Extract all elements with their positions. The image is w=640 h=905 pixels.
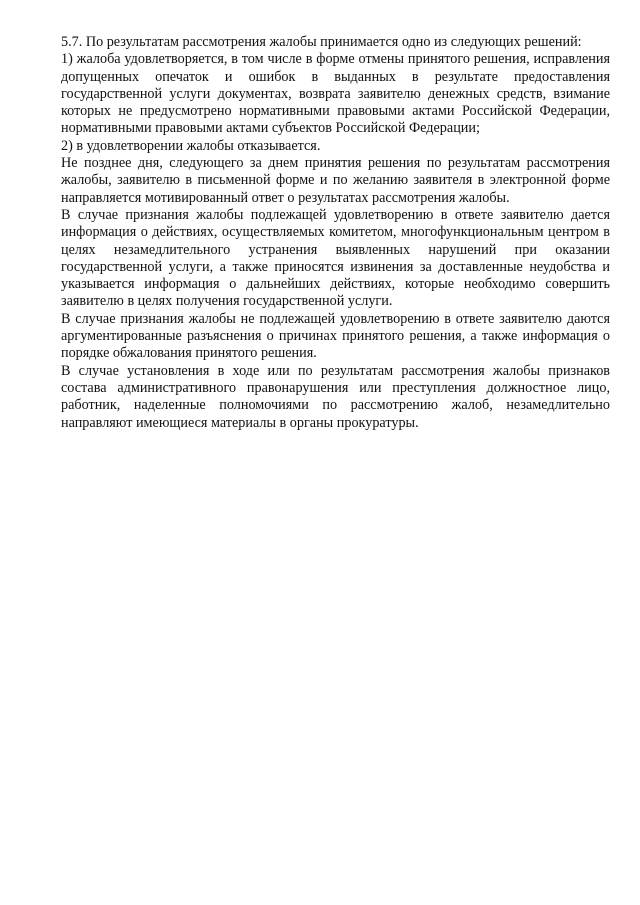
paragraph-prosecutor-referral: В случае установления в ходе или по результатам рассмотрения жалобы признаков состава административного правонарушения или преступления должностное лицо, работник, наделенные полномочиями по рассмотрению жалоб, незамедлительно направляют имеющиеся материалы в органы прокуратуры. — [61, 362, 610, 431]
document-body — [61, 34, 610, 432]
paragraph-item-2: 2) в удовлетворении жалобы отказывается. — [61, 137, 321, 154]
paragraph-response-deadline: Не позднее дня, следующего за днем принятия решения по результатам рассмотрения жалобы, заявителю в письменной форме и по желанию заявителя в электронной форме направляется мотивированный ответ о результатах рассмотрения жалобы. — [61, 155, 610, 206]
paragraph-complaint-rejected: В случае признания жалобы не подлежащей удовлетворению в ответе заявителю даются аргументированные разъяснения о причинах принятого решения, а также информация о порядке обжалования принятого решения. — [61, 310, 610, 362]
paragraph-5-7-intro: 5.7. По результатам рассмотрения жалобы принимается одно из следующих решений: — [61, 34, 582, 50]
paragraph-item-1: 1) жалоба удовлетворяется, в том числе в форме отмены принятого решения, исправления допущенных опечаток и ошибок в выданных в результате предоставления государственной услуги документах, возврата заявителю денежных средств, взимание которых не предусмотрено нормативными правовыми актами Российской Федерации, нормативными правовыми актами субъектов Российской Федерации; — [61, 51, 610, 137]
paragraph-complaint-satisfied: В случае признания жалобы подлежащей удовлетворению в ответе заявителю дается информация о действиях, осуществляемых комитетом, многофункциональным центром в целях незамедлительного устранения выявленных нарушений при оказании государственной услуги, а также приносятся извинения за доставленные неудобства и указывается информация о дальнейших действиях, которые необходимо совершить заявителю в целях получения государственной услуги. — [61, 206, 610, 310]
